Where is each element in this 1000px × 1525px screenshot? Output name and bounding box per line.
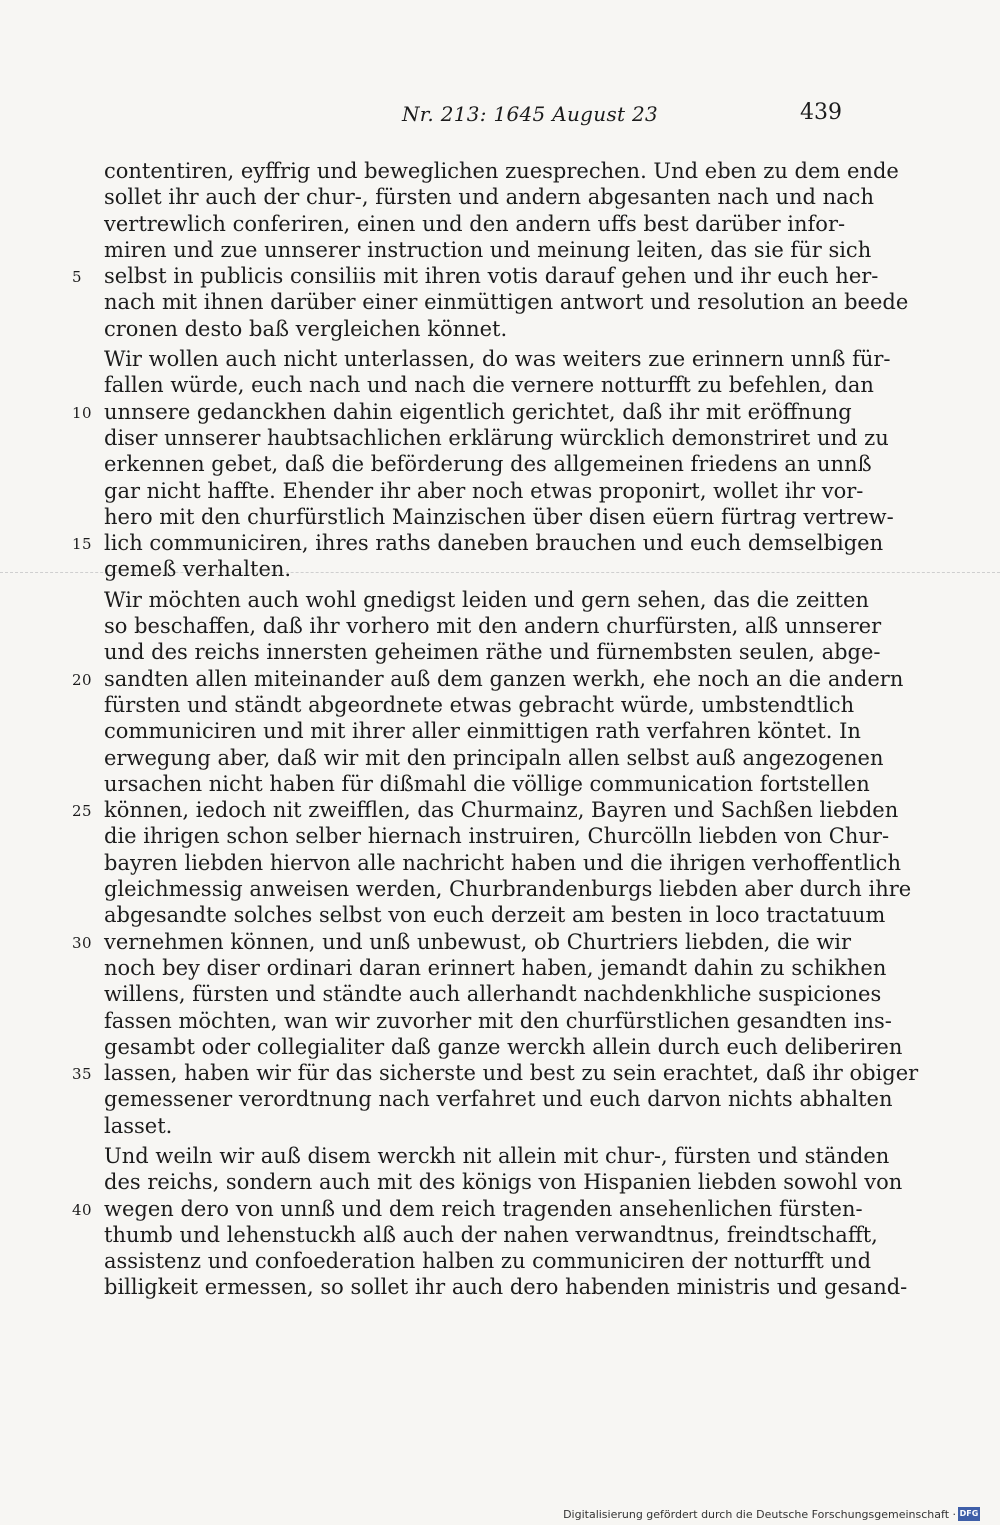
line-text: bayren liebden hiervon alle nachricht haben und die ihrigen verhoffentlich: [104, 850, 901, 875]
line-text: die ihrigen schon selber hiernach instruiren, Churcölln liebden von Chur-: [104, 824, 890, 849]
text-line: [104, 823, 890, 849]
text-line: [104, 1143, 890, 1169]
text-line: [72, 1196, 863, 1222]
line-text: abgesandte solches selbst von euch derzeit am besten in loco tractatuum: [104, 903, 886, 928]
text-line: [104, 876, 912, 902]
body-text: [72, 158, 919, 1301]
text-line: [104, 289, 909, 315]
line-text: fallen würde, euch nach und nach die vernere notturfft zu befehlen, dan: [104, 373, 874, 398]
text-line: [104, 504, 894, 530]
running-header-title: Nr. 213: 1645 August 23: [401, 102, 659, 126]
line-number: 30: [72, 933, 93, 952]
text-line: [104, 1008, 892, 1034]
line-text: lich communiciren, ihres raths daneben brauchen und euch demselbigen: [104, 531, 884, 556]
line-text: Wir möchten auch wohl gnedigst leiden und gern sehen, das die zeitten: [104, 587, 869, 612]
text-line: [104, 425, 889, 451]
page-number: 439: [800, 100, 842, 125]
line-text: gemeß verhalten.: [104, 557, 292, 582]
text-line: [104, 237, 872, 263]
text-line: [104, 1086, 893, 1112]
text-line: [104, 613, 882, 639]
text-line: [104, 1248, 872, 1274]
line-text: können, iedoch nit zweifflen, das Churmainz, Bayren und Sachßen liebden: [104, 798, 899, 823]
line-number: 15: [72, 535, 93, 554]
text-line: [104, 158, 899, 184]
line-text: erwegung aber, daß wir mit den principaln allen selbst auß angezogenen: [104, 745, 884, 770]
text-line: [104, 556, 844, 582]
text-line: [104, 1222, 878, 1248]
line-text: erkennen gebet, daß die beförderung des allgemeinen friedens an unnß: [104, 452, 872, 477]
text-line: [72, 399, 852, 425]
text-line: [104, 955, 887, 981]
line-text: willens, fürsten und ständte auch allerhandt nachdenkhliche suspiciones: [104, 982, 882, 1007]
text-line: [104, 451, 872, 477]
text-line: [104, 639, 881, 665]
text-line: [104, 1274, 908, 1300]
text-line: [104, 587, 869, 613]
text-line: [104, 1034, 903, 1060]
line-text: gar nicht haffte. Ehender ihr aber noch etwas proponirt, wollet ihr vor-: [104, 478, 864, 503]
line-text: selbst in publicis consiliis mit ihren votis darauf gehen und ihr euch her-: [104, 264, 879, 289]
line-text: contentiren, eyffrig und beweglichen zuesprechen. Und eben zu dem ende: [104, 159, 899, 183]
line-text: fürsten und ständt abgeordnete etwas gebracht würde, umbstendtlich: [104, 692, 855, 717]
line-text: diser unnserer haubtsachlichen erklärung würcklich demonstriret und zu: [104, 425, 889, 450]
text-line: [104, 184, 874, 210]
text-line: [104, 745, 884, 771]
line-text: gesambt oder collegialiter daß ganze werckh allein durch euch deliberiren: [104, 1034, 903, 1059]
line-text: gleichmessig anweisen werden, Churbrandenburgs liebden aber durch ihre: [104, 877, 912, 902]
line-text: miren und zue unnserer instruction und meinung leiten, das sie für sich: [104, 237, 872, 262]
digitization-credit: Digitalisierung gefördert durch die Deutsche Forschungsgemeinschaft ·: [563, 1508, 956, 1521]
line-text: des reichs, sondern auch mit des königs von Hispanien liebden sowohl von: [104, 1170, 903, 1195]
line-text: wegen dero von unnß und dem reich tragenden ansehenlichen fürsten-: [104, 1196, 863, 1221]
text-line: [104, 1169, 903, 1195]
line-number: 10: [72, 403, 93, 422]
line-number: 35: [72, 1065, 93, 1084]
line-text: sandten allen miteinander auß dem ganzen werkh, ehe noch an die andern: [104, 666, 904, 691]
line-text: sollet ihr auch der chur-, fürsten und andern abgesanten nach und nach: [104, 185, 874, 210]
line-text: thumb und lehenstuckh alß auch der nahen verwandtnus, freindtschafft,: [104, 1222, 878, 1247]
line-text: gemessener verordtnung nach verfahret und euch darvon nichts abhalten: [104, 1087, 893, 1112]
line-text: lasset.: [104, 1113, 173, 1138]
text-line: [104, 211, 844, 237]
line-number: 5: [72, 268, 83, 287]
text-line: [104, 316, 844, 342]
line-text: und des reichs innersten geheimen räthe und fürnembsten seulen, abge-: [104, 640, 881, 665]
text-line: [104, 1113, 844, 1139]
line-text: billigkeit ermessen, so sollet ihr auch dero habenden ministris und gesand-: [104, 1275, 908, 1300]
text-line: [72, 530, 884, 556]
text-line: [72, 797, 899, 823]
line-text: vernehmen können, und unß unbewust, ob Churtriers liebden, die wir: [104, 929, 852, 954]
text-line: [104, 692, 855, 718]
line-text: assistenz und confoederation halben zu communiciren der notturfft und: [104, 1249, 872, 1274]
text-line: [104, 372, 874, 398]
line-text: communiciren und mit ihrer aller einmittigen rath verfahren köntet. In: [104, 719, 861, 744]
line-text: ursachen nicht haben für dißmahl die völlige communication fortstellen: [104, 771, 870, 796]
line-text: cronen desto baß vergleichen könnet.: [104, 316, 508, 341]
text-line: [72, 1060, 919, 1086]
line-text: lassen, haben wir für das sicherste und best zu sein erachtet, daß ihr obiger: [104, 1061, 919, 1086]
line-text: Und weiln wir auß disem werckh nit allein mit chur-, fürsten und ständen: [104, 1143, 890, 1168]
line-number: 25: [72, 802, 93, 821]
line-text: so beschaffen, daß ihr vorhero mit den andern churfürsten, alß unnserer: [104, 614, 882, 639]
text-line: [104, 478, 864, 504]
text-line: [104, 850, 901, 876]
text-line: [104, 771, 870, 797]
line-text: noch bey diser ordinari daran erinnert haben, jemandt dahin zu schikhen: [104, 955, 887, 980]
line-number: 20: [72, 670, 93, 689]
line-text: Wir wollen auch nicht unterlassen, do was weiters zue erinnern unnß für-: [104, 347, 891, 372]
line-text: hero mit den churfürstlich Mainzischen über disen eüern fürtrag vertrew-: [104, 504, 894, 529]
line-text: unnsere gedanckhen dahin eigentlich gerichtet, daß ihr mit eröffnung: [104, 399, 852, 424]
line-number: 40: [72, 1200, 93, 1219]
text-line: [72, 666, 904, 692]
line-text: fassen möchten, wan wir zuvorher mit den churfürstlichen gesandten ins-: [104, 1008, 892, 1033]
text-line: [104, 346, 891, 372]
text-line: [104, 718, 861, 744]
text-line: [72, 929, 852, 955]
text-line: [104, 981, 882, 1007]
text-line: [104, 902, 886, 928]
dfg-logo: DFG: [958, 1507, 980, 1521]
line-text: vertrewlich conferiren, einen und den andern uffs best darüber infor-: [104, 211, 846, 236]
line-text: nach mit ihnen darüber einer einmüttigen antwort und resolution an beede: [104, 290, 909, 315]
text-line: [72, 263, 879, 289]
